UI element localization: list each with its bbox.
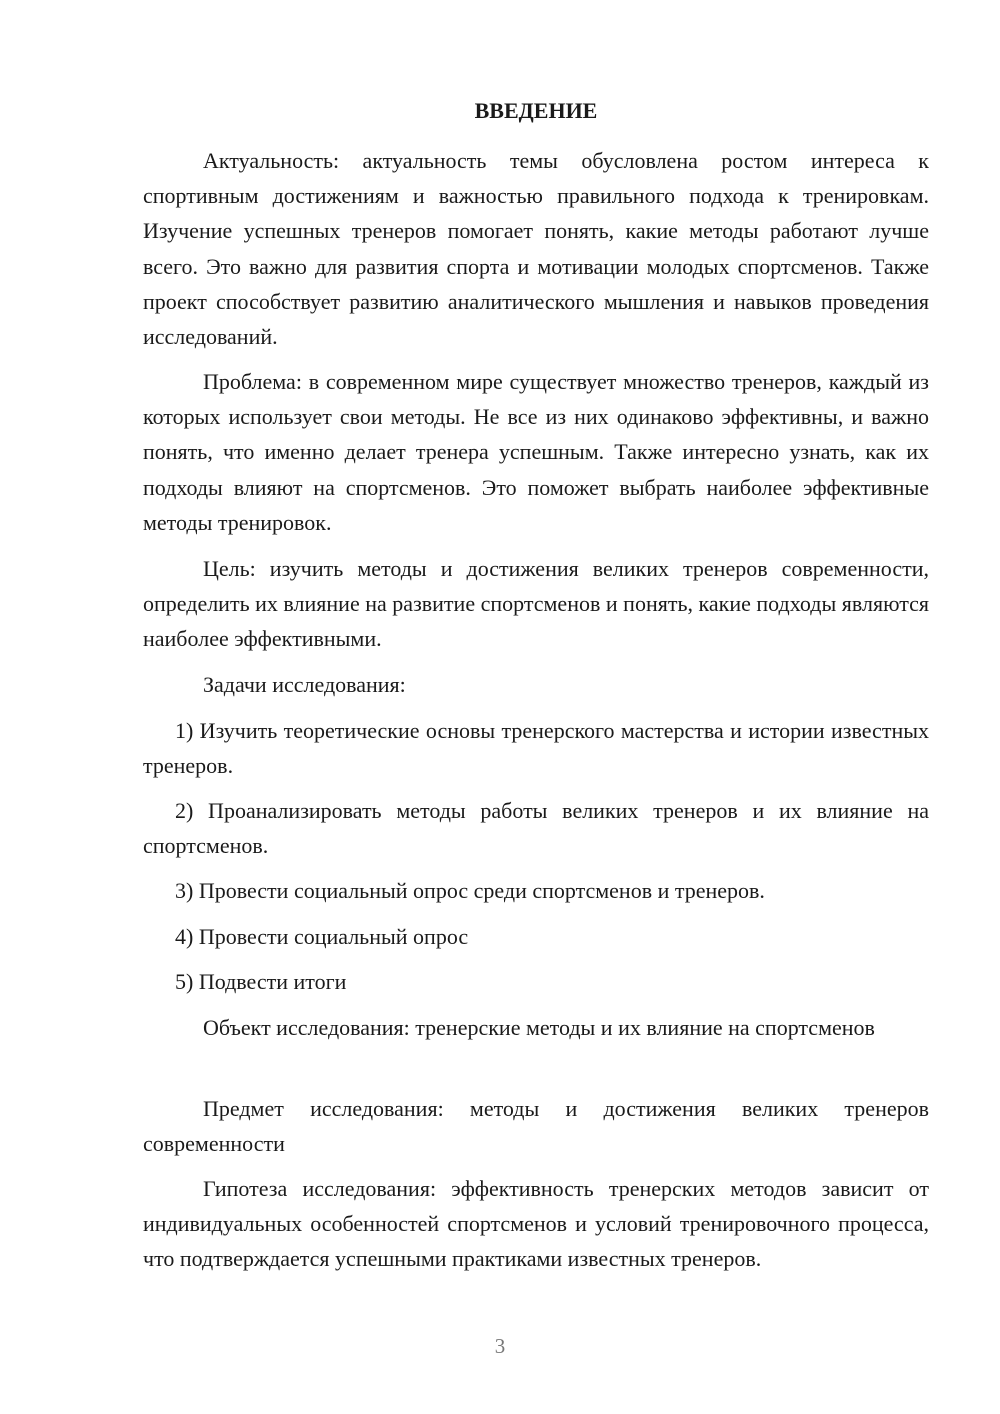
goal-paragraph: Цель: изучить методы и достижения великих тренеров современности, определить их влияние на развитие спортсменов и понять, какие подходы являются наиболее эффективными. [143,556,929,652]
subject-paragraph: Предмет исследования: методы и достижения великих тренеров современности [143,1096,929,1157]
hypothesis-paragraph: Гипотеза исследования: эффективность тренерских методов зависит от индивидуальных особенностей спортсменов и условий тренировочного процесса, что подтверждается успешными практиками известных тренеров. [143,1176,929,1272]
page-number: 3 [494,1334,506,1358]
problem-paragraph: Проблема: в современном мире существует множество тренеров, каждый из которых использует свои методы. Не все из них одинаково эффективны, и важно понять, что именно делает тренера успешным. Также интересно узнать, как их подходы влияют на спортсменов. Это поможет выбрать наиболее эффективные методы тренировок. [143,369,929,535]
task-item-4: 4) Провести социальный опрос [175,924,469,949]
task-item-1: 1) Изучить теоретические основы тренерского мастерства и истории известных тренеров. [143,718,929,779]
object-paragraph: Объект исследования: тренерские методы и их влияние на спортсменов [203,1015,875,1040]
task-item-3: 3) Провести социальный опрос среди спортсменов и тренеров. [175,878,765,903]
task-item-5: 5) Подвести итоги [175,969,347,994]
tasks-title: Задачи исследования: [203,672,406,697]
task-item-2: 2) Проанализировать методы работы великих тренеров и их влияние на спортсменов. [143,798,929,859]
relevance-paragraph: Актуальность: актуальность темы обусловлена ростом интереса к спортивным достижениям и важностью правильного подхода к тренировкам. Изучение успешных тренеров помогает понять, какие методы работают лучше всего. Это важно для развития спорта и мотивации молодых спортсменов. Также проект способствует развитию аналитического мышления и навыков проведения исследований. [143,148,929,350]
page-title: ВВЕДЕНИЕ [474,98,598,123]
